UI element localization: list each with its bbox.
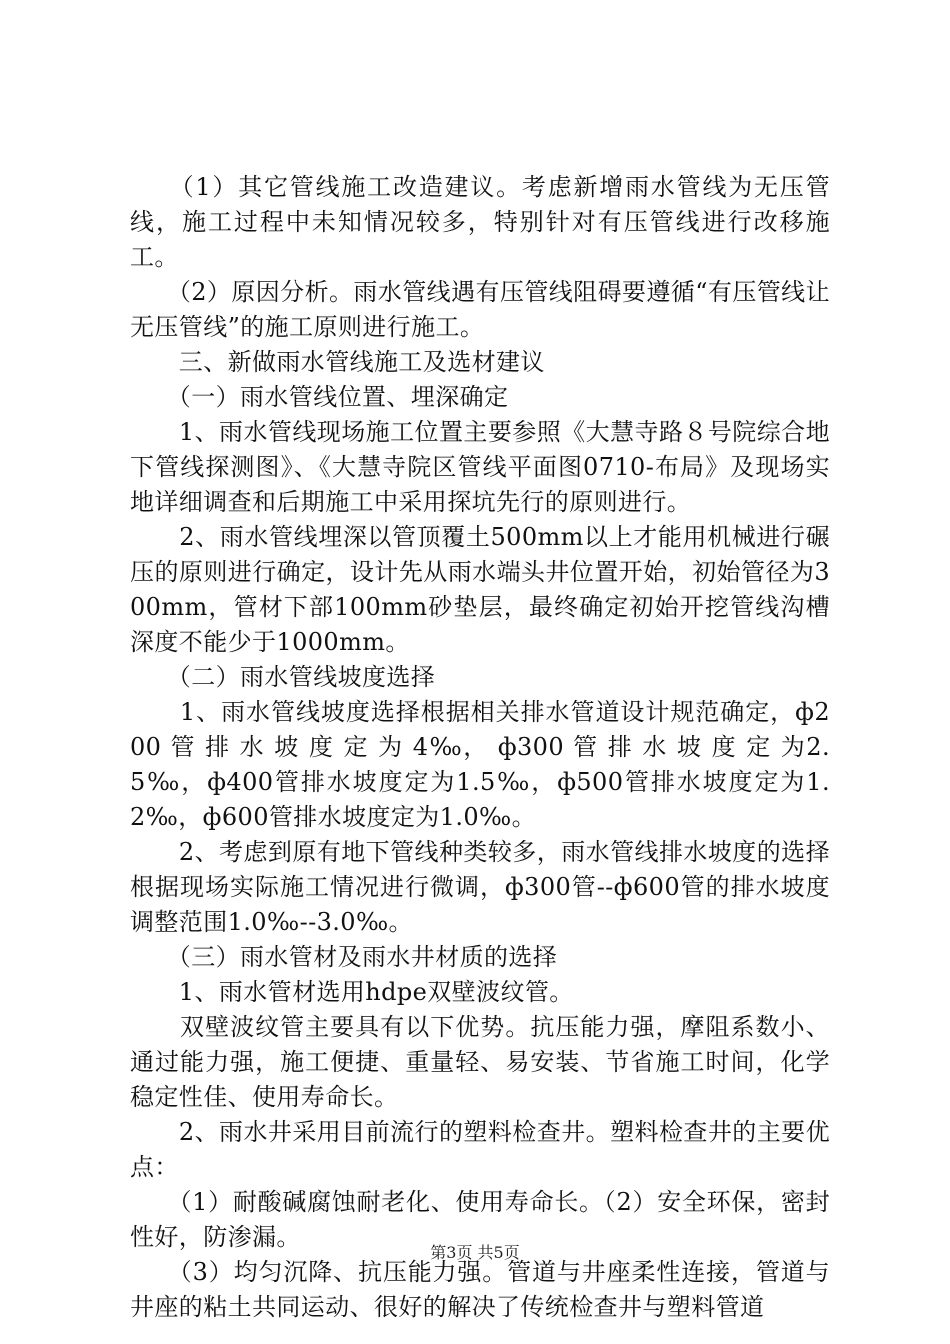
section-heading-3: 三、新做雨水管线施工及选材建议 (130, 348, 545, 376)
subsection-heading-1: （一）雨水管线位置、埋深确定 (130, 383, 509, 411)
paragraph-manhole-benefits-1: （1）耐酸碱腐蚀耐老化、使用寿命长。（2）安全环保，密封性好，防渗漏。 (130, 1188, 830, 1251)
paragraph-slope-adjust: 2、考虑到原有地下管线种类较多，雨水管线排水坡度的选择根据现场实际施工情况进行微调，ф300管--ф600管的排水坡度调整范围1.0‰--3.0‰。 (130, 838, 830, 936)
paragraph-pipe-advantages: 双壁波纹管主要具有以下优势。抗压能力强，摩阻系数小、通过能力强，施工便捷、重量轻、易安装、节省施工时间，化学稳定性佳、使用寿命长。 (130, 1013, 830, 1111)
paragraph-slope-spec: 1、雨水管线坡度选择根据相关排水管道设计规范确定，ф200 管 排 水 坡 度 定 为 4‰， ф300 管 排 水 坡 度 定 为2.5‰，ф400管排水坡度定为1.5‰，ф500管排水坡度定为1.2‰，ф600管排水坡度定为1.0‰。 (130, 698, 830, 831)
document-body (130, 170, 830, 1325)
paragraph-location: 1、雨水管线现场施工位置主要参照《大慧寺路８号院综合地下管线探测图》、《大慧寺院区管线平面图0710-布局》及现场实地详细调查和后期施工中采用探坑先行的原则进行。 (130, 418, 830, 516)
page-footer: 第3页 共5页 (430, 1243, 520, 1262)
paragraph-2: （2）原因分析。雨水管线遇有压管线阻碍要遵循“有压管线让无压管线”的施工原则进行施工。 (130, 278, 830, 341)
paragraph-manhole: 2、雨水井采用目前流行的塑料检查井。塑料检查井的主要优点： (130, 1118, 830, 1181)
paragraph-1: （1）其它管线施工改造建议。考虑新增雨水管线为无压管线，施工过程中未知情况较多，特别针对有压管线进行改移施工。 (130, 173, 830, 271)
subsection-heading-2: （二）雨水管线坡度选择 (130, 663, 436, 691)
paragraph-manhole-benefits-2: （3）均匀沉降、抗压能力强。管道与井座柔性连接，管道与井座的粘土共同运动、很好的解决了传统检查井与塑料管道 (130, 1258, 830, 1321)
subsection-heading-3: （三）雨水管材及雨水井材质的选择 (130, 943, 558, 971)
paragraph-pipe-material: 1、雨水管材选用hdpe双壁波纹管。 (130, 978, 574, 1006)
paragraph-depth: 2、雨水管线埋深以管顶覆土500mm以上才能用机械进行碾压的原则进行确定，设计先从雨水端头井位置开始，初始管径为300mm，管材下部100mm砂垫层，最终确定初始开挖管线沟槽深度不能少于1000mm。 (130, 523, 830, 656)
